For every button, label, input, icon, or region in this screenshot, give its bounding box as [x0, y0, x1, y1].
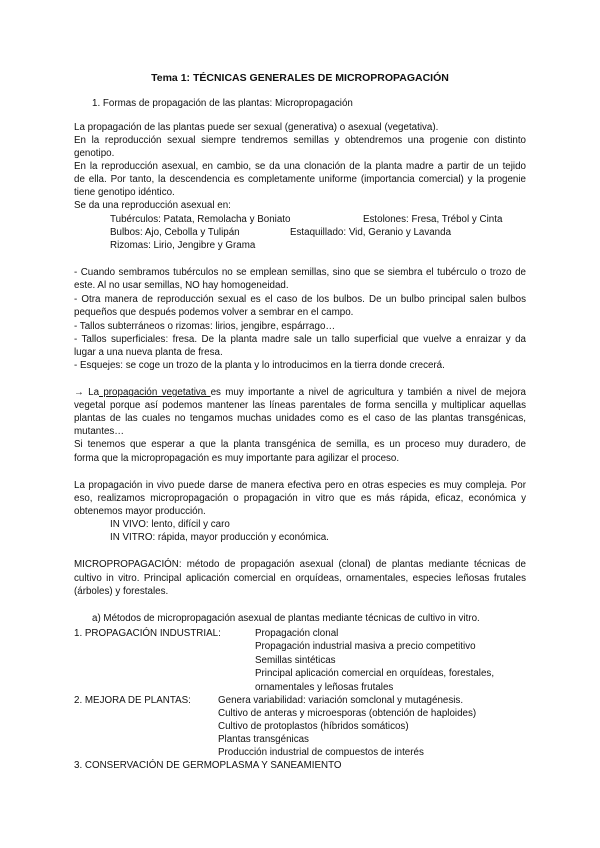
list-label-propagacion: 1. PROPAGACIÓN INDUSTRIAL: [74, 628, 221, 639]
paragraph-line: cultivo in vitro. Principal aplicación comercial en orquídeas, ornamentales, especies leñosas frutales [74, 573, 526, 584]
paragraph-line: vegetal porque así podemos mantener las líneas parentales de forma sencilla y multiplicar aquellas [74, 400, 526, 411]
example-estaquillado: Estaquillado: Vid, Geranio y Lavanda [290, 227, 452, 238]
list-item: Semillas sintéticas [255, 655, 336, 666]
list-item: ornamentales y leñosas frutales [255, 682, 394, 693]
list-item: Producción industrial de compuestos de interés [218, 747, 424, 758]
list-item: Plantas transgénicas [218, 734, 309, 745]
in-vivo-note: IN VIVO: lento, difícil y caro [110, 519, 230, 530]
bullet-line: - Tallos subterráneos o rizomas: lirios, jengibre, espárrago… [74, 321, 336, 332]
list-item: Cultivo de anteras y microesporas (obtención de haploides) [218, 708, 477, 719]
bullet-line: este. Al no usar semillas, NO hay homogeneidad. [74, 280, 289, 291]
paragraph-line: forma que la micropropagación es muy importante para agilizar el proceso. [74, 453, 400, 464]
paragraph-line: La propagación in vivo puede darse de manera efectiva pero en otras especies es muy compleja. Por [74, 480, 526, 491]
section-heading-1: 1. Formas de propagación de las plantas: Micropropagación [92, 98, 353, 109]
arrow-text: → La [74, 387, 100, 398]
list-item: Principal aplicación comercial en orquídeas, forestales, [255, 668, 495, 679]
bullet-line: - Otra manera de reproducción sexual es el caso de los bulbos. De un bulbo principal salen bulbos [74, 294, 526, 305]
paragraph-line: de ella. Por tanto, la descendencia es completamente uniforme (importancia comercial) y la progenie [74, 174, 526, 185]
paragraph-line: obtenemos mayor producción. [74, 506, 206, 517]
paragraph-line: MICROPROPAGACIÓN: método de propagación asexual (clonal) de plantas mediante técnicas de [74, 559, 526, 570]
paragraph-line: eso, realizamos micropropagación o propagación in vitro que es más rápida, eficaz, económica y [74, 493, 526, 504]
paragraph-text: es muy importante a nivel de agricultura y también a nivel de mejora [210, 387, 526, 398]
paragraph-line: En la reproducción asexual, en cambio, se da una clonación de la planta madre a partir de un tejido [74, 161, 526, 172]
bullet-line: pequeños que después podemos volver a sembrar en el campo. [74, 307, 354, 318]
list-label-conservacion: 3. CONSERVACIÓN DE GERMOPLASMA Y SANEAMIENTO [74, 760, 342, 771]
example-bulbos: Bulbos: Ajo, Cebolla y Tulipán [110, 227, 240, 238]
paragraph-line: Se da una reproducción asexual en: [74, 200, 231, 211]
example-tuberculos: Tubérculos: Patata, Remolacha y Boniato [110, 214, 291, 225]
paragraph-line [74, 386, 526, 399]
in-vitro-note: IN VITRO: rápida, mayor producción y económica. [110, 532, 329, 543]
list-item: Propagación clonal [255, 628, 339, 639]
page-title: Tema 1: TÉCNICAS GENERALES DE MICROPROPAGACIÓN [151, 72, 449, 84]
section-heading-a: a) Métodos de micropropagación asexual de plantas mediante técnicas de cultivo in vitro. [92, 613, 480, 624]
paragraph-line: tiene genotipo idéntico. [74, 187, 175, 198]
paragraph-line: La propagación de las plantas puede ser sexual (generativa) o asexual (vegetativa). [74, 122, 439, 133]
list-item: Propagación industrial masiva a precio competitivo [255, 641, 476, 652]
paragraph-line: En la reproducción sexual siempre tendremos semillas y obtendremos una progenie con distinto [74, 135, 526, 146]
list-item: Genera variabilidad: variación somclonal y mutagénesis. [218, 695, 464, 706]
paragraph-line: (árboles) y forestales. [74, 586, 169, 597]
paragraph-line: Si tenemos que esperar a que la planta transgénica de semilla, es un proceso muy duradero, de [74, 439, 526, 450]
bullet-line: - Esquejes: se coge un trozo de la planta y lo introducimos en la tierra donde crecerá. [74, 360, 445, 371]
paragraph-line: genotipo. [74, 148, 115, 159]
bullet-line: - Tallos superficiales: fresa. De la planta madre sale un tallo superficial que vuelve a enraizar y da [74, 334, 526, 345]
list-label-mejora: 2. MEJORA DE PLANTAS: [74, 695, 191, 706]
example-estolones: Estolones: Fresa, Trébol y Cinta [363, 214, 503, 225]
list-item: Cultivo de protoplastos (híbridos somáticos) [218, 721, 409, 732]
bullet-line: lugar a una nueva planta de fresa. [74, 347, 223, 358]
paragraph-line: plantas de las cuales no tengamos muchas unidades como es el caso de las plantas transgénicas, [74, 413, 526, 424]
bullet-line: - Cuando sembramos tubérculos no se emplean semillas, sino que se siembra el tubérculo o trozo de [74, 267, 526, 278]
underlined-term: propagación vegetativa [99, 387, 211, 398]
paragraph-line: mutantes… [74, 426, 125, 437]
example-rizomas: Rizomas: Lirio, Jengibre y Grama [110, 240, 256, 251]
